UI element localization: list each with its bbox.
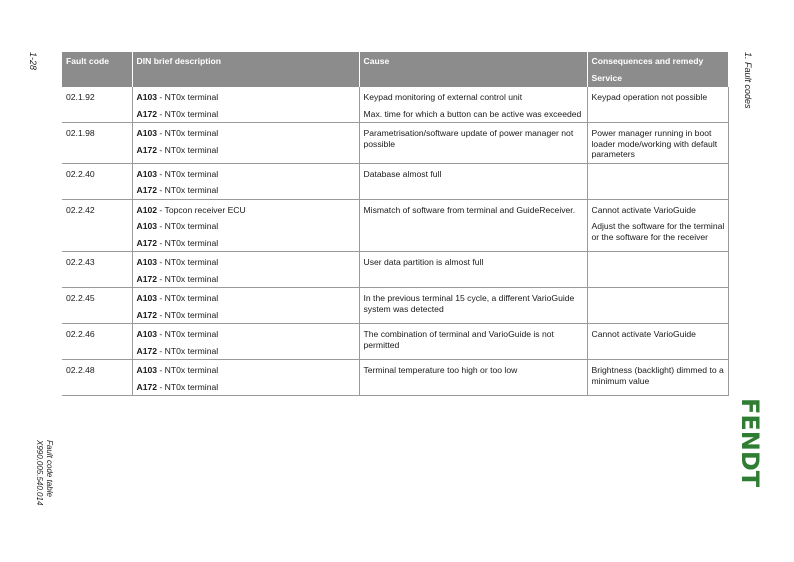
section-title: 1. Fault codes	[743, 52, 753, 109]
din-description-cell	[132, 163, 359, 199]
din-entry	[137, 128, 356, 139]
din-component-text: - NT0x terminal	[157, 329, 219, 339]
cause-cell	[359, 324, 587, 360]
fault-code-cell: 02.2.42	[62, 199, 132, 252]
din-component-text: - NT0x terminal	[157, 221, 219, 231]
din-component-text: - NT0x terminal	[157, 309, 219, 320]
consequences-cell	[587, 87, 728, 123]
din-component-text: - NT0x terminal	[157, 108, 219, 119]
din-entry	[137, 346, 356, 357]
din-component-code: A172	[136, 108, 158, 119]
table-row	[62, 324, 728, 360]
table-header-row	[62, 52, 728, 87]
din-component-text: - NT0x terminal	[157, 168, 219, 179]
cause-cell	[359, 199, 587, 252]
table-row	[62, 288, 728, 324]
din-entry	[137, 365, 356, 376]
fault-code-cell: 02.2.43	[62, 252, 132, 288]
din-entry	[137, 145, 356, 156]
header-consequences	[587, 52, 728, 87]
din-component-code: A103	[136, 168, 158, 179]
din-component-code: A172	[136, 345, 158, 356]
din-component-text: - NT0x terminal	[157, 128, 219, 138]
consequences-cell	[587, 360, 728, 396]
din-description-cell	[132, 123, 359, 164]
din-component-code: A103	[136, 221, 158, 231]
din-description-cell	[132, 324, 359, 360]
din-component-text: - NT0x terminal	[157, 273, 219, 284]
consequence-text: Adjust the software for the terminal or the software for the receiver	[591, 221, 725, 242]
header-din-description: DIN brief description	[132, 52, 359, 87]
consequences-cell	[587, 199, 728, 252]
din-component-code: A172	[136, 185, 158, 195]
din-component-text: - NT0x terminal	[157, 365, 219, 375]
cause-cell	[359, 87, 587, 123]
cause-text: Database almost full	[363, 168, 442, 179]
fault-code-cell: 02.2.40	[62, 163, 132, 199]
din-entry	[137, 238, 356, 249]
din-component-text: - NT0x terminal	[157, 92, 219, 102]
consequences-cell	[587, 324, 728, 360]
din-component-code: A103	[136, 257, 158, 267]
din-component-text: - NT0x terminal	[157, 293, 219, 303]
din-component-text: - NT0x terminal	[157, 381, 219, 392]
consequence-text: Cannot activate VarioGuide	[591, 204, 696, 215]
din-component-code: A172	[136, 381, 158, 392]
din-entry	[137, 293, 356, 304]
din-description-cell	[132, 199, 359, 252]
din-entry	[137, 274, 356, 285]
consequence-text: Brightness (backlight) dimmed to a minimum value	[591, 365, 724, 386]
header-consequences-label: Consequences and remedy	[591, 56, 704, 66]
din-component-text: - NT0x terminal	[157, 144, 219, 155]
consequences-cell	[587, 288, 728, 324]
din-component-text: - NT0x terminal	[157, 257, 219, 267]
din-component-code: A103	[136, 128, 158, 138]
din-entry	[137, 109, 356, 120]
consequences-cell	[587, 163, 728, 199]
din-component-code: A103	[136, 365, 158, 375]
din-component-text: - NT0x terminal	[157, 185, 219, 195]
page-number: 1-28	[28, 52, 38, 71]
footer-doc-number: X990.005.540.014	[35, 440, 44, 506]
din-entry	[137, 169, 356, 180]
table-body	[62, 87, 728, 396]
fault-code-cell: 02.2.46	[62, 324, 132, 360]
din-component-code: A103	[136, 293, 158, 303]
din-component-code: A103	[136, 329, 158, 339]
din-component-code: A172	[136, 144, 158, 155]
din-description-cell	[132, 360, 359, 396]
cause-cell	[359, 163, 587, 199]
footer-title: Fault code table	[45, 440, 54, 497]
consequence-text: Cannot activate VarioGuide	[591, 329, 696, 339]
cause-cell	[359, 288, 587, 324]
din-entry	[137, 257, 356, 268]
cause-text: Parametrisation/software update of power manager not possible	[363, 128, 574, 149]
din-description-cell	[132, 252, 359, 288]
din-component-text: - Topcon receiver ECU	[157, 204, 246, 215]
cause-text: User data partition is almost full	[363, 257, 484, 267]
din-entry	[137, 310, 356, 321]
din-component-code: A102	[136, 204, 158, 215]
fault-code-cell: 02.1.98	[62, 123, 132, 164]
cause-text: The combination of terminal and VarioGuide is not permitted	[363, 329, 554, 350]
din-component-text: - NT0x terminal	[157, 345, 219, 356]
header-fault-code: Fault code	[62, 52, 132, 87]
cause-cell	[359, 252, 587, 288]
consequence-text: Power manager running in boot loader mode/working with default parameters	[591, 128, 718, 159]
din-entry	[137, 382, 356, 393]
consequences-cell	[587, 123, 728, 164]
fault-code-table	[62, 52, 729, 396]
din-component-code: A172	[136, 273, 158, 284]
din-component-text: - NT0x terminal	[157, 237, 219, 248]
din-component-code: A172	[136, 309, 158, 320]
cause-text: Max. time for which a button can be active was exceeded	[363, 108, 582, 119]
din-component-code: A172	[136, 237, 158, 248]
fendt-logo: FENDT	[736, 398, 764, 488]
din-description-cell	[132, 87, 359, 123]
consequences-cell	[587, 252, 728, 288]
table-row	[62, 87, 728, 123]
table-row	[62, 360, 728, 396]
cause-text: Terminal temperature too high or too low	[363, 365, 518, 375]
consequence-text: Keypad operation not possible	[591, 92, 708, 102]
din-entry	[137, 329, 356, 340]
cause-text: Keypad monitoring of external control unit	[363, 92, 523, 102]
fault-code-cell: 02.1.92	[62, 87, 132, 123]
cause-text: In the previous terminal 15 cycle, a different VarioGuide system was detected	[363, 293, 575, 314]
cause-text: Mismatch of software from terminal and GuideReceiver.	[363, 204, 576, 215]
din-entry	[137, 185, 356, 196]
fault-code-cell: 02.2.48	[62, 360, 132, 396]
table-row	[62, 252, 728, 288]
table-row	[62, 199, 728, 252]
footer-info	[34, 440, 54, 505]
din-entry	[137, 92, 356, 103]
cause-cell	[359, 123, 587, 164]
din-entry	[137, 221, 356, 232]
din-description-cell	[132, 288, 359, 324]
table-row	[62, 123, 728, 164]
cause-cell	[359, 360, 587, 396]
table-row	[62, 163, 728, 199]
header-cause: Cause	[359, 52, 587, 87]
fault-code-cell: 02.2.45	[62, 288, 132, 324]
din-component-code: A103	[136, 92, 158, 102]
din-entry	[137, 205, 356, 216]
header-service-label: Service	[591, 72, 623, 83]
